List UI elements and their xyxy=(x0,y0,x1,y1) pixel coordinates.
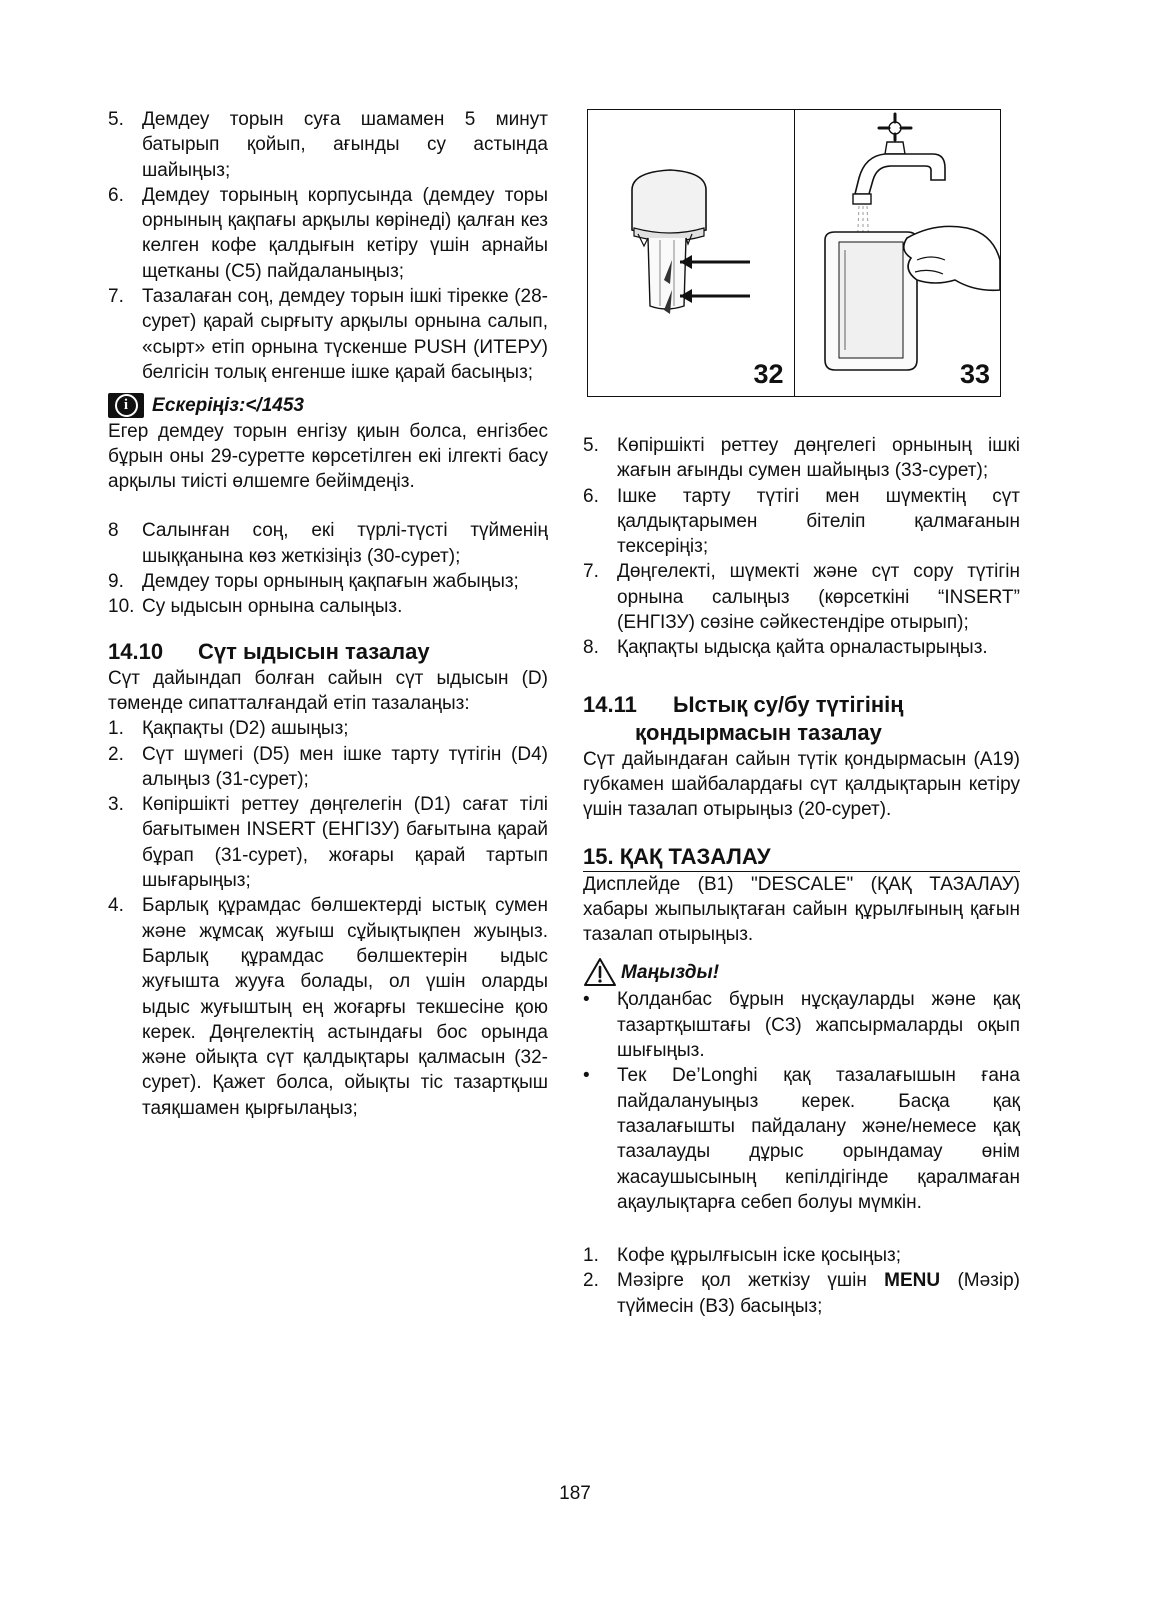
section-heading-14-10: 14.10 Сүт ыдысын тазалау xyxy=(108,638,430,664)
note-label: Ескеріңіз:</1453 xyxy=(152,395,304,417)
list-item: 3. Көпіршікті реттеу дөңгелегін (D1) сағат тілі бағытымен INSERT (ЕНГІЗУ) бағытына қарай бұрап (31-сурет), жоғары қарай тартып шығарыңыз; xyxy=(108,794,548,892)
chapter-heading-15: 15. ҚАҚ ТАЗАЛАУ xyxy=(583,843,1020,872)
list-item: 4. Барлық құрамдас бөлшектерді ыстық сумен және жұмсақ жуғыш сұйықтықпен жуыңыз. Барлық құрамдас бөлшектерін ыдыс жуғышта жууға болады, ол үшін оларды ыдыс жуғыштың ең жоғарғы текшесіне қою керек. Дөңгелектің астындағы бос орында және ойықта сүт қалдықтары қалмасын (32-сурет). Қажет болса, ойықты тіс тазартқыш таяқшамен қырғылаңыз; xyxy=(108,895,548,1119)
figure-panel xyxy=(587,109,1001,397)
note-text: Егер демдеу торын енгізу қиын болса, енгізбес бұрын оны 29-суретте көрсетілген екі ілгекті басу арқылы тиісті өлшемге бейімдеңіз. xyxy=(108,420,548,493)
info-icon: i xyxy=(108,393,144,418)
right-column xyxy=(583,433,1020,1319)
list-item: 7. Дөңгелекті, шүмекті және сүт сору түтігін орнына салыңыз (көрсеткіні “INSERT” (ЕНГІЗУ) сөзіне сәйкестендіре отырып); xyxy=(583,561,1020,634)
steps-list-left-b xyxy=(108,518,548,619)
steps-list-15 xyxy=(583,1243,1020,1319)
tap-rinse-illustration xyxy=(795,110,1000,396)
figure-number: 33 xyxy=(959,359,990,389)
list-item: 5. Көпіршікті реттеу дөңгелегі орнының ішкі жағын ағынды сумен шайыңыз (33-сурет); xyxy=(583,435,1020,482)
warning-triangle-icon xyxy=(583,957,617,987)
warning-heading xyxy=(583,957,1020,987)
steps-list-left-a xyxy=(108,107,548,385)
section-heading-14-11: 14.11 Ыстық су/бу түтігінің қондырмасын тазалау xyxy=(583,691,904,745)
list-item: 5. Демдеу торын суға шамамен 5 минут батырып қойып, ағынды су астында шайыңыз; xyxy=(108,109,548,181)
note-heading xyxy=(108,393,548,418)
left-column xyxy=(108,107,548,1121)
section-text: Сүт дайындаған сайын түтік қондырмасын (A19) губкамен шайбалардағы сүт қалдықтарын кетіру үшін тазалап отырыңыз (20-сурет). xyxy=(583,748,1020,821)
warning-label: Маңызды! xyxy=(621,961,720,983)
section-intro: Сүт дайындап болған сайын сүт ыдысын (D) төменде сипатталғандай етіп тазалаңыз: xyxy=(108,667,548,714)
steps-list-right-a xyxy=(583,433,1020,661)
milk-wheel-illustration xyxy=(588,110,793,396)
figure-number: 32 xyxy=(753,359,784,389)
chapter-intro: Дисплейде (B1) "DESCALE" (ҚАҚ ТАЗАЛАУ) хабары жыпылықтаған сайын құрылғының қағын тазалап отырыңыз. xyxy=(583,873,1020,946)
list-item: 7. Тазалаған соң, демдеу торын ішкі тірекке (28-сурет) қарай сырғыту арқылы орнына салып, «сырт» етіп орнына түскенше PUSH (ИТЕРУ) белгісін толық енгенше ішке қарай басыңыз; xyxy=(108,286,548,383)
list-item: 1. Кофе құрылғысын іске қосыңыз; xyxy=(583,1245,902,1267)
list-item: 10. Су ыдысын орнына салыңыз. xyxy=(108,596,403,618)
list-item: 9. Демдеу торы орнының қақпағын жабыңыз; xyxy=(108,571,519,593)
steps-list-14-10 xyxy=(108,716,548,1121)
figure-32 xyxy=(588,110,794,396)
list-item: • Тек De’Longhi қақ тазалағышын ғана пайдалануыңыз керек. Басқа қақ тазалағышты пайдалану және/немесе қақ тазалауды дұрыс орындамау өнім жасаушысының кепілдігінде қаралмаған ақаулықтарға себеп болуы мүмкін. xyxy=(583,1065,1020,1213)
list-item: 8. Қақпақты ыдысқа қайта орналастырыңыз. xyxy=(583,637,988,659)
list-item: 1. Қақпақты (D2) ашыңыз; xyxy=(108,718,349,740)
list-item: • Қолданбас бұрын нұсқауларды және қақ тазартқыштағы (С3) жапсырмаларды оқып шығыңыз. xyxy=(583,989,1020,1062)
menu-keyword: MENU xyxy=(884,1270,941,1292)
list-item: 2. Мәзірге қол жеткізу үшін MENU (Мәзір) түймесін (B3) басыңыз; xyxy=(583,1270,1020,1317)
list-item: 8 Салынған соң, екі түрлі-түсті түйменің шыққанына көз жеткізіңіз (30-сурет); xyxy=(108,520,548,567)
list-item: 2. Сүт шүмегі (D5) мен ішке тарту түтігін (D4) алыңыз (31-сурет); xyxy=(108,743,548,790)
list-item: 6. Демдеу торының корпусында (демдеу торы орнының қақпағы арқылы көрінеді) қалған кез келген кофе қалдығын кетіру үшін арнайы щетканы (С5) пайдаланыңыз; xyxy=(108,184,548,282)
warning-bullets xyxy=(583,987,1020,1215)
list-item: 6. Ішке тарту түтігі мен шүмектің сүт қалдықтарымен бітеліп қалмағанын тексеріңіз; xyxy=(583,485,1020,558)
figure-33 xyxy=(794,110,1001,396)
page-number: 187 xyxy=(559,1483,591,1504)
